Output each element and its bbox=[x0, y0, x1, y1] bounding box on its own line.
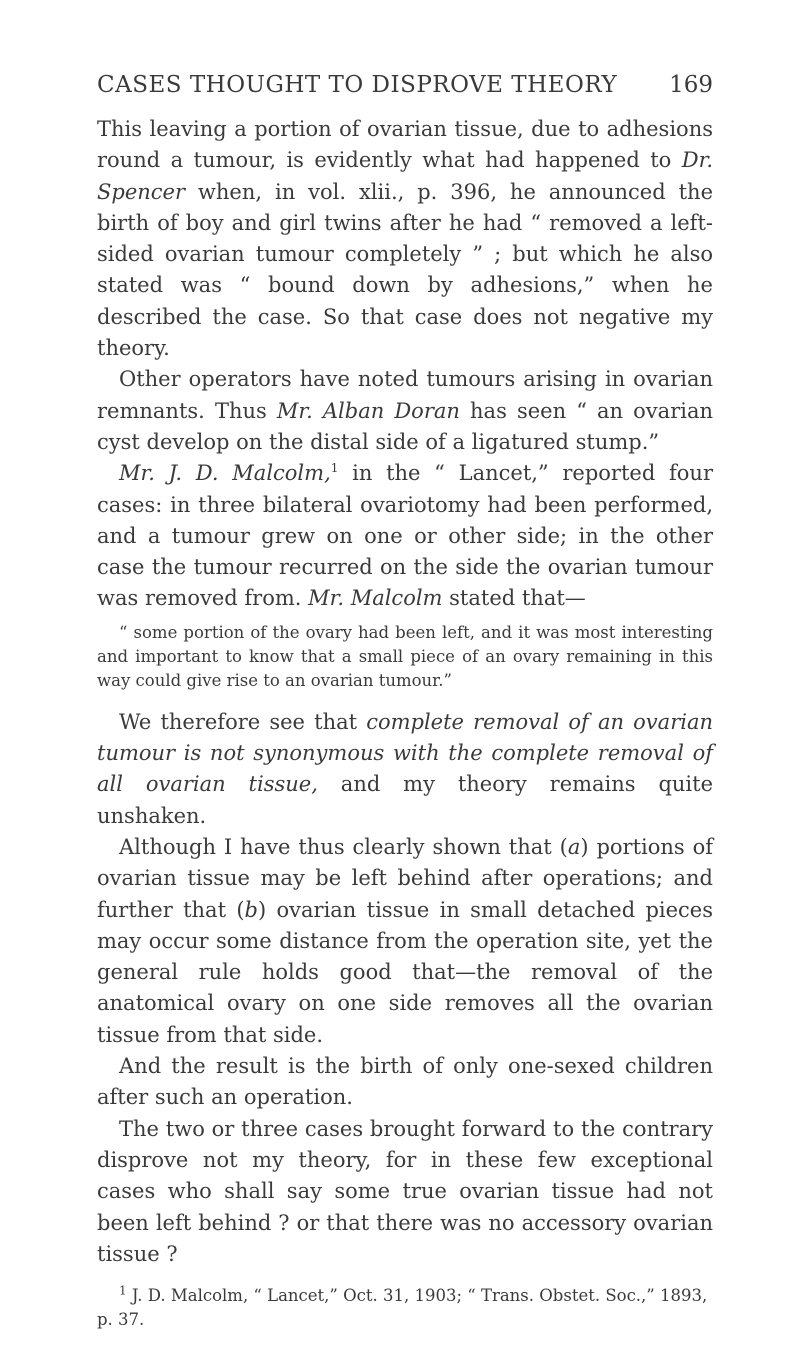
footnote-ref[interactable]: 1 bbox=[330, 461, 339, 476]
paragraph-1 bbox=[97, 114, 713, 364]
footnote bbox=[97, 1284, 713, 1332]
paragraph-4-emphasis: complete removal of an ovarian tumour is not synonymous with the complete removal of all ovarian tissue, bbox=[97, 709, 713, 797]
paragraph-2 bbox=[97, 364, 713, 458]
paragraph-3-name: Mr. J. D. Malcolm, bbox=[119, 461, 331, 486]
running-head bbox=[97, 72, 713, 110]
paragraph-4 bbox=[97, 707, 713, 832]
paragraph-5-text-e: ) ovarian tissue in small detached pieces may occur some distance from the operation site, yet the general rule holds good that—the removal of the anatomical ovary on one side removes all the ovarian tissue from that side. bbox=[97, 897, 714, 1047]
paragraph-5-label-a: a bbox=[567, 834, 581, 859]
paragraph-1-text-a: This leaving a portion of ovarian tissue, due to adhesions round a tumour, is evidently what had happened to bbox=[97, 117, 713, 173]
paragraph-5 bbox=[97, 832, 713, 1051]
paragraph-5-text-c: ) portions of ovarian tissue may be left behind after operations; and further that ( bbox=[97, 834, 714, 922]
paragraph-3 bbox=[97, 458, 713, 614]
paragraph-2-name: Mr. Alban Doran bbox=[276, 398, 460, 423]
paragraph-5-text-a: Although I have thus clearly shown that ( bbox=[119, 834, 568, 859]
paragraph-3-name-2: Mr. Malcolm bbox=[308, 586, 443, 611]
running-title: CASES THOUGHT TO DISPROVE THEORY bbox=[97, 72, 618, 98]
paragraph-1-text-c: when, in vol. xlii., p. 396, he announced the birth of boy and girl twins after he had “ removed a left-sided ovarian tumour completely ” ; but which he also stated was “ bound down by adhesions,” when he described the case. So that case does not negative my theory. bbox=[97, 179, 713, 361]
footnote-marker: 1 bbox=[119, 1283, 127, 1298]
paragraph-2-text-c: has seen “ an ovarian cyst develop on the distal side of a ligatured stump.” bbox=[97, 398, 713, 454]
paragraph-3-text-d: stated that— bbox=[442, 586, 586, 611]
paragraph-5-label-b: b bbox=[244, 897, 258, 922]
paragraph-1-name: Dr. Spencer bbox=[97, 148, 713, 204]
paragraph-4-text-c: and my theory remains quite unshaken. bbox=[97, 772, 714, 828]
paragraph-3-text-b: in the “ Lancet,” reported four cases: in three bilateral ovariotomy had been performed, and a tumour grew on one or other side; in the other case the tumour recurred on the side the ovarian tumour was removed from. bbox=[97, 461, 713, 611]
paragraph-6: And the result is the birth of only one-sexed children after such an operation. bbox=[97, 1054, 713, 1110]
paragraph-7: The two or three cases brought forward to the contrary disprove not my theory, for in these few exceptional cases who shall say some true ovarian tissue had not been left behind ? or that there was no accessory ovarian tissue ? bbox=[97, 1116, 713, 1266]
paragraph-4-text-a: We therefore see that bbox=[119, 709, 367, 734]
page-number: 169 bbox=[669, 72, 713, 98]
body-text bbox=[97, 114, 713, 1270]
paragraph-2-text-a: Other operators have noted tumours arising in ovarian remnants. Thus bbox=[97, 367, 713, 423]
book-page bbox=[97, 72, 713, 1332]
footnote-text: J. D. Malcolm, “ Lancet,” Oct. 31, 1903; “ Trans. Obstet. Soc.,” 1893, p. 37. bbox=[97, 1286, 708, 1330]
block-quote: “ some portion of the ovary had been left, and it was most interesting and important to know that a small piece of an ovary remaining in this way could give rise to an ovarian tumour.” bbox=[97, 622, 713, 690]
